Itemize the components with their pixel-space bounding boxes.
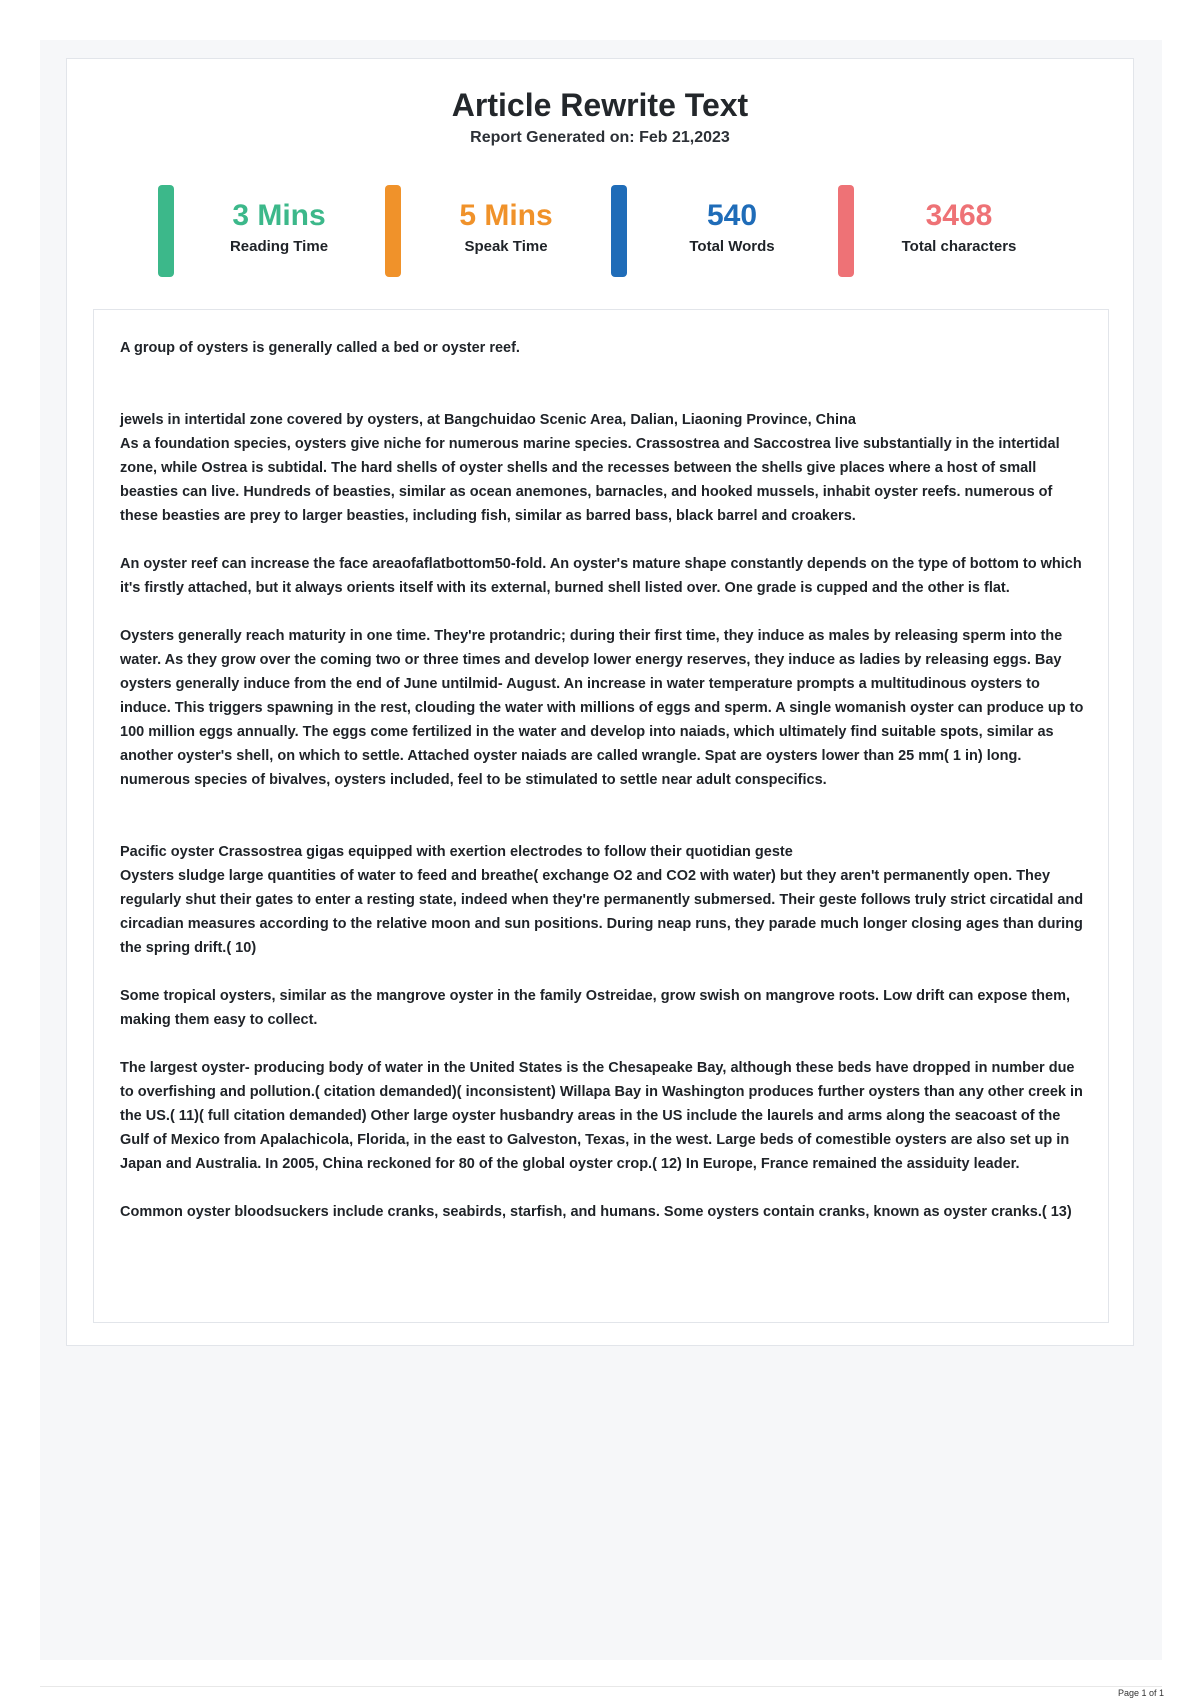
stat-value: 540 (706, 199, 758, 232)
article-text-box (93, 309, 1109, 1323)
stat-value: 3468 (925, 199, 993, 232)
article-paragraph: An oyster reef can increase the face areaofaflatbottom50-fold. An oyster's mature shape constantly depends on the type of bottom to which it's firstly attached, but it always orients itself with its external, burned shell listed over. One grade is cupped and the other is flat. (120, 556, 1082, 596)
stat-speak-time (385, 185, 611, 277)
report-title: Article Rewrite Text (451, 87, 749, 123)
article-paragraph: The largest oyster- producing body of water in the United States is the Chesapeake Bay, although these beds have dropped in number due to overfishing and pollution.( citation demanded)( inconsistent) Willapa Bay in Washington produces further oysters than any other creek in the US.( 11)( full citation demanded) Other large oyster husbandry areas in the US include the laurels and arms along the seacoast of the Gulf of Mexico from Apalachicola, Florida, in the east to Galveston, Texas, in the west. Large beds of comestible oysters are also set up in Japan and Australia. In 2005, China reckoned for 80 of the global oyster crop.( 12) In Europe, France remained the assiduity leader. (120, 1060, 1083, 1172)
stat-total-words (611, 185, 837, 277)
report-card (66, 58, 1134, 1346)
stat-label: Total characters (901, 238, 1017, 255)
article-paragraph: Common oyster bloodsuckers include cranks, seabirds, starfish, and humans. Some oysters contain cranks, known as oyster cranks.( 13) (120, 1204, 1072, 1220)
stat-label: Reading Time (229, 238, 329, 255)
article-paragraph: As a foundation species, oysters give niche for numerous marine species. Crassostrea and Saccostrea live substantially in the intertidal zone, while Ostrea is subtidal. The hard shells of oyster shells and the recesses between the shells give places where a host of small beasties can live. Hundreds of beasties, similar as ocean anemones, barnacles, and hooked mussels, inhabit oyster reefs. numerous of these beasties are prey to larger beasties, including fish, similar as barred bass, black barrel and croakers. (120, 436, 1060, 524)
stat-label: Total Words (689, 238, 775, 255)
image-caption: jewels in intertidal zone covered by oysters, at Bangchuidao Scenic Area, Dalian, Liaoning Province, China (120, 412, 856, 428)
article-paragraph: Oysters sludge large quantities of water to feed and breathe( exchange O2 and CO2 with water) but they aren't permanently open. They regularly shut their gates to enter a resting state, indeed when they're permanently submersed. Their geste follows truly strict circatidal and circadian measures according to the relative moon and sun positions. During neap runs, they parade much longer closing ages than during the spring drift.( 10) (120, 868, 1084, 956)
article-paragraph: Some tropical oysters, similar as the mangrove oyster in the family Ostreidae, grow swish on mangrove roots. Low drift can expose them, making them easy to collect. (120, 988, 1071, 1028)
stat-value: 5 Mins (459, 199, 553, 232)
article-paragraph: A group of oysters is generally called a bed or oyster reef. (120, 340, 520, 356)
stat-accent-bar (838, 185, 854, 277)
article-body (120, 336, 1092, 1224)
stat-label: Speak Time (464, 238, 548, 255)
stat-accent-bar (385, 185, 401, 277)
page-number: Page 1 of 1 (1117, 1688, 1164, 1698)
stat-accent-bar (158, 185, 174, 277)
stat-value: 3 Mins (232, 199, 326, 232)
article-paragraph: Oysters generally reach maturity in one time. They're protandric; during their first time, they induce as males by releasing sperm into the water. As they grow over the coming two or three times and develop lower energy reserves, they induce as ladies by releasing eggs. Bay oysters generally induce from the end of June untilmid- August. An increase in water temperature prompts a multitudinous oysters to induce. This triggers spawning in the rest, clouding the water with millions of eggs and sperm. A single womanish oyster can produce up to 100 million eggs annually. The eggs come fertilized in the water and develop into naiads, which ultimately find suitable spots, similar as another oyster's shell, on which to settle. Attached oyster naiads are called wrangle. Spat are oysters lower than 25 mm( 1 in) long. numerous species of bivalves, oysters included, feel to be stimulated to settle near adult conspecifics. (120, 628, 1084, 788)
report-generated-date: Report Generated on: Feb 21,2023 (470, 129, 730, 146)
footer-divider (40, 1686, 1162, 1687)
stat-total-characters (838, 185, 1064, 277)
image-caption: Pacific oyster Crassostrea gigas equipped with exertion electrodes to follow their quotidian geste (120, 844, 793, 860)
stat-reading-time (158, 185, 384, 277)
stat-accent-bar (611, 185, 627, 277)
